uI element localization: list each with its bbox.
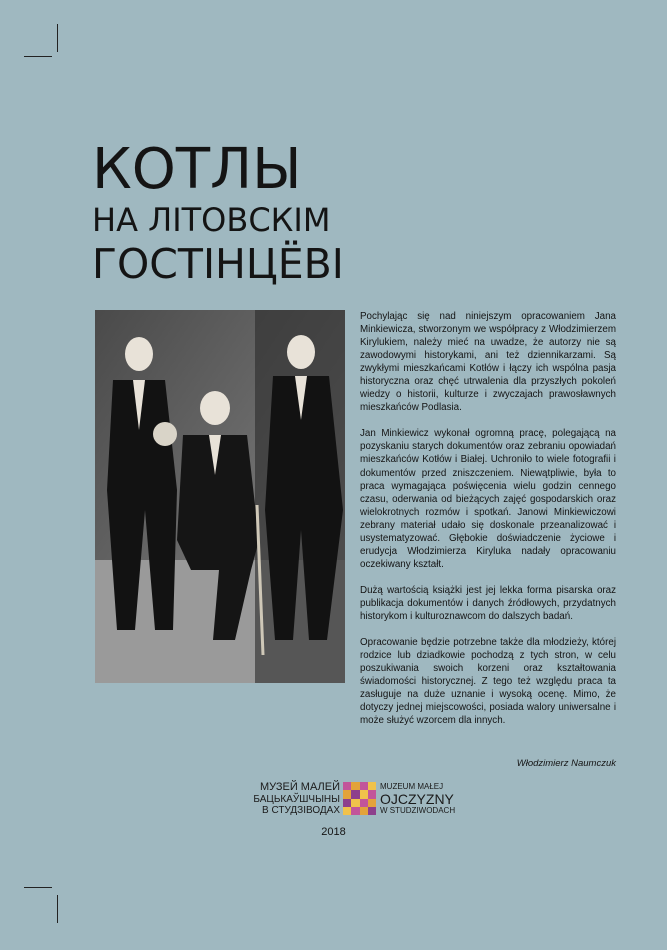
historic-photo [95, 310, 345, 683]
title-line-1: КОТЛЫ [92, 137, 302, 202]
back-cover-text [360, 310, 616, 740]
paragraph-4: Opracowanie będzie potrzebne także dla młodzieży, której rodzice lub dziadkowie pochodzą z tych stron, w celu poszukiwania swoich korzeni oraz kształtowania świadomości historycznej. Z tego też względu praca ta zasługuje na duże uznanie i wysoką ocenę. Mimo, że dotyczy jednej miejscowości, posiada walory uniwersalne i może służyć wzorcem dla innych. [360, 637, 616, 727]
title-line-2: НА ЛІТОВСКІМ [92, 201, 331, 239]
author-signature: Włodzimierz Naumczuk [516, 758, 616, 769]
publisher-pl-line-1: MUZEUM MAŁEJ [380, 782, 444, 791]
paragraph-2: Jan Minkiewicz wykonał ogromną pracę, polegającą na pozyskaniu starych dokumentów oraz zebraniu opowiadań mieszkańców Kotłów i Białej. Uchroniło to wiele fotografii i dokumentów przed zniszczeniem. Niewątpliwie, była to praca wymagająca poświęcenia wielu godzin cennego czasu, oderwania od bieżących zajęć gospodarskich oraz wielokrotnych rozmów i spotkań. Janowi Minkiewiczowi zebrany materiał udało się doskonale przeanalizować i usystematyzować. Głębokie doświadczenie życiowe i erudycja Włodzimierza Kiryluka nadały opracowaniu oczekiwany kształt. [360, 428, 616, 570]
book-title [92, 137, 392, 288]
publisher-pl-line-2: OJCZYZNY [380, 791, 454, 807]
publication-year: 2018 [321, 826, 346, 838]
paragraph-3: Dużą wartością książki jest jej lekka forma pisarska oraz publikacja dokumentów i danych źródłowych, przydatnych historykom i kulturoznawcom do dalszych badań. [360, 584, 616, 622]
crop-mark-top-v [57, 24, 58, 52]
flowers-icon [153, 422, 177, 446]
publisher-logo [0, 782, 667, 832]
publisher-name-polish [380, 782, 455, 816]
publisher-cyr-line-2: БАЦЬКАЎШЧЫНЫ [253, 793, 340, 805]
crop-mark-bottom-h [24, 887, 52, 888]
publisher-pl-line-3: W STUDZIWODACH [380, 806, 456, 815]
crop-mark-top-h [24, 56, 52, 57]
publisher-name-cyrillic [253, 782, 340, 817]
title-line-3: ГОСТІНЦЁВІ [92, 240, 344, 288]
museum-logo-icon [343, 782, 376, 815]
publisher-cyr-line-1: МУЗЕЙ МАЛЕЙ [259, 781, 340, 793]
crop-mark-bottom-v [57, 895, 58, 923]
publisher-cyr-line-3: В СТУДЗІВОДАХ [262, 805, 340, 816]
paragraph-1: Pochylając się nad niniejszym opracowaniem Jana Minkiewicza, stworzonym we współpracy z Włodzimierzem Kirylukiem, należy mieć na uwadze, że autorzy nie są zawodowymi historykami, ani też dziennikarzami. Są zwykłymi mieszkańcami Kotłów i łączy ich wspólna pasja historyczna oraz chęć utrwalenia dla przyszłych pokoleń wiedzy o historii, kulturze i zwyczajach prawosławnych mieszkańców Podlasia. [360, 311, 616, 414]
